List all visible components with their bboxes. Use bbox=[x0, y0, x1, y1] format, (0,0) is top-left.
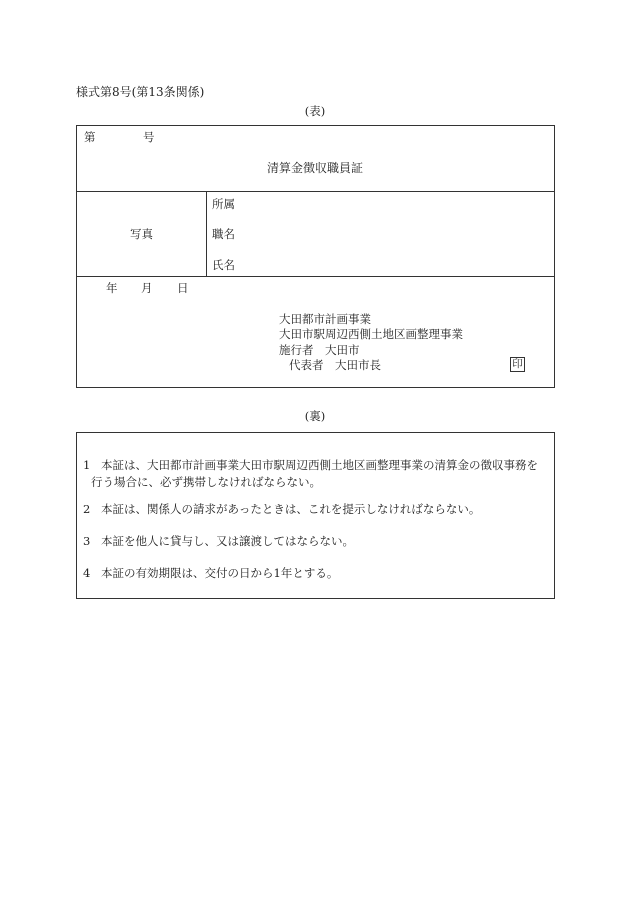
note-text: 本証は、関係人の請求があったときは、これを提示しなければならない。 bbox=[101, 502, 481, 516]
front-side-label: (表) bbox=[304, 104, 326, 118]
date-month-label: 月 bbox=[141, 281, 153, 295]
card-title: 清算金徴収職員証 bbox=[266, 161, 363, 175]
form-title: 様式第8号(第13条関係) bbox=[76, 85, 205, 99]
note-text: 本証の有効期限は、交付の日から1年とする。 bbox=[101, 566, 339, 580]
number-go: 号 bbox=[143, 130, 155, 144]
note-item bbox=[83, 533, 354, 550]
back-side-label: (裏) bbox=[304, 409, 326, 423]
date-year-label: 年 bbox=[106, 281, 118, 295]
photo-divider-line bbox=[206, 191, 207, 276]
note-number: 4 bbox=[83, 566, 91, 580]
field-name-label: 氏名 bbox=[212, 258, 235, 272]
date-day-label: 日 bbox=[177, 281, 189, 295]
id-card-back bbox=[76, 432, 555, 599]
field-position-label: 職名 bbox=[212, 227, 235, 241]
divider-line bbox=[77, 276, 554, 277]
note-number: 3 bbox=[83, 534, 91, 548]
divider-line bbox=[77, 191, 554, 192]
note-item bbox=[83, 501, 480, 518]
note-item bbox=[83, 457, 538, 491]
number-dai: 第 bbox=[84, 130, 96, 144]
note-text: 本証を他人に貸与し、又は譲渡してはならない。 bbox=[101, 534, 354, 548]
note-text-continued: 行う場合に、必ず携帯しなければならない。 bbox=[91, 475, 321, 489]
note-item bbox=[83, 565, 338, 582]
issuer-executor: 施行者 大田市 bbox=[279, 343, 360, 357]
issuer-representative: 代表者 大田市長 bbox=[289, 358, 381, 372]
field-affiliation-label: 所属 bbox=[212, 197, 235, 211]
note-number: 2 bbox=[83, 502, 91, 516]
seal-mark: 印 bbox=[510, 357, 525, 372]
issuer-project-name: 大田市駅周辺西側土地区画整理事業 bbox=[279, 327, 463, 341]
note-number: 1 bbox=[83, 458, 91, 472]
photo-placeholder: 写真 bbox=[130, 227, 153, 241]
issuer-project: 大田都市計画事業 bbox=[279, 312, 371, 326]
note-text: 本証は、大田都市計画事業大田市駅周辺西側土地区画整理事業の清算金の徴収事務を bbox=[101, 458, 538, 472]
